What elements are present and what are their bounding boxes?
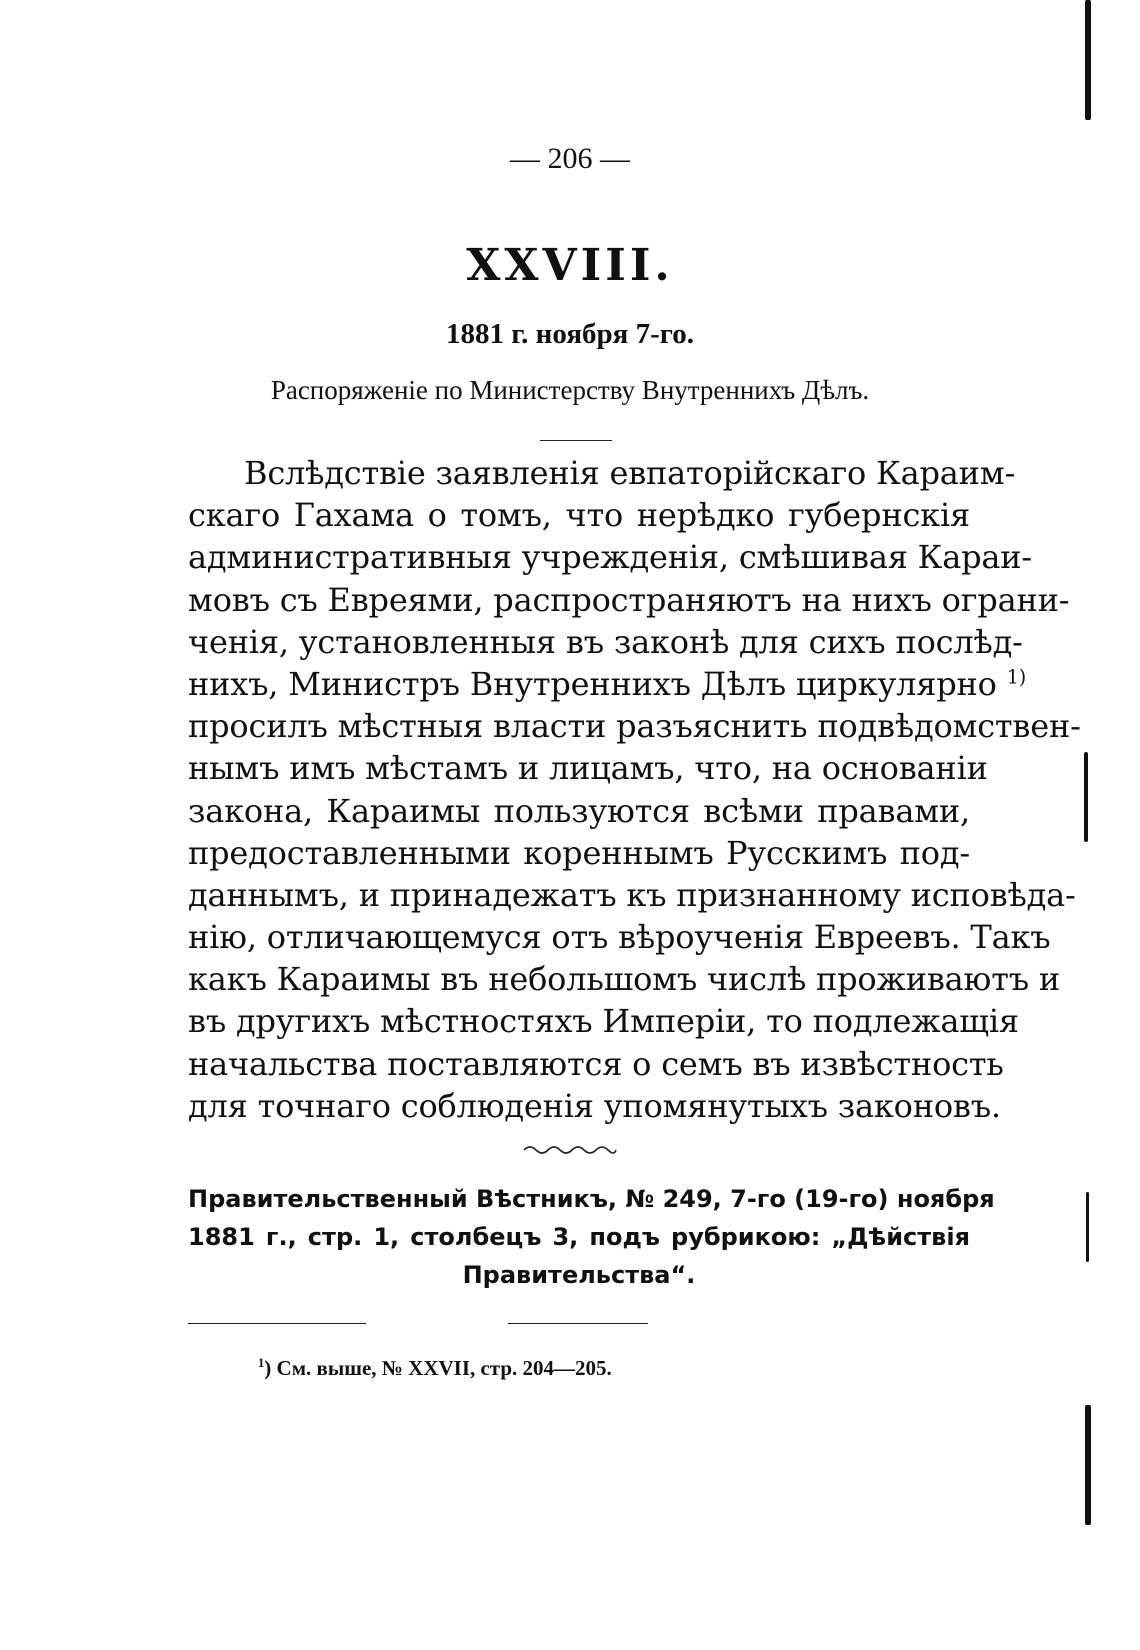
footnote-marker: 1 <box>258 1356 265 1370</box>
wave-ornament <box>522 1143 618 1157</box>
body-line: нію, отличающемуся отъ вѣроученія Евреевъ. Такъ <box>188 918 1051 957</box>
section-numeral: XXVIII. <box>466 240 674 291</box>
scan-artifact <box>1086 1192 1089 1262</box>
document-subtitle: Распоряженіе по Министерству Внутреннихъ Дѣлъ. <box>270 375 870 405</box>
body-line-text: нихъ, Министръ Внутреннихъ Дѣлъ циркулярно <box>188 664 997 703</box>
body-line: для точнаго соблюденія упомянутыхъ законовъ. <box>188 1086 1001 1125</box>
body-line: административныя учрежденія, смѣшивая Караи- <box>188 538 1033 577</box>
body-line: начальства поставляются о семъ въ извѣстность <box>188 1044 1004 1083</box>
body-line-with-footnote <box>188 663 1027 705</box>
scan-artifact <box>1085 0 1091 120</box>
source-line: Правительства“. <box>462 1261 696 1289</box>
source-citation <box>188 1180 995 1294</box>
scan-artifact <box>1084 752 1088 842</box>
body-line: нымъ имъ мѣстамъ и лицамъ, что, на основаніи <box>188 749 988 788</box>
body-line: просилъ мѣстныя власти разъяснить подвѣдомствен- <box>188 707 1081 746</box>
source-line: 1881 г., стр. 1, столбецъ 3, подъ рубрикою: „Дѣйствія <box>188 1223 970 1251</box>
footnote-reference: 1) <box>1006 665 1027 689</box>
page-number: — 206 — <box>510 142 630 175</box>
footnote-text: ) См. выше, № XXVII, стр. 204—205. <box>264 1356 612 1380</box>
footnote-divider-right <box>508 1323 648 1324</box>
source-line: Правительственный Вѣстникъ, № 249, 7-го (19-го) ноября <box>188 1185 995 1213</box>
body-line: ченія, установленныя въ законѣ для сихъ послѣд- <box>188 622 1023 661</box>
body-line: мовъ съ Евреями, распространяютъ на нихъ ограни- <box>188 580 1070 619</box>
body-text <box>188 452 1081 1127</box>
body-line: закона, Караимы пользуются всѣми правами, <box>188 791 970 830</box>
body-line: предоставленными кореннымъ Русскимъ под- <box>188 833 970 872</box>
footnote-divider-left <box>188 1323 366 1324</box>
scan-artifact <box>1085 1405 1091 1525</box>
body-line: Вслѣдствіе заявленія евпаторійскаго Караим- <box>244 454 1016 492</box>
body-line: скаго Гахама о томъ, что нерѣдко губернскія <box>188 496 970 535</box>
body-line: даннымъ, и принадежатъ къ признанному исповѣда- <box>188 875 1076 914</box>
body-line: какъ Караимы въ небольшомъ числѣ проживаютъ и <box>188 960 1060 999</box>
body-line: въ другихъ мѣстностяхъ Имперіи, то подлежащія <box>188 1002 1019 1041</box>
document-date: 1881 г. ноября 7-го. <box>446 318 694 350</box>
title-divider <box>540 440 612 441</box>
footnote <box>258 1356 612 1381</box>
